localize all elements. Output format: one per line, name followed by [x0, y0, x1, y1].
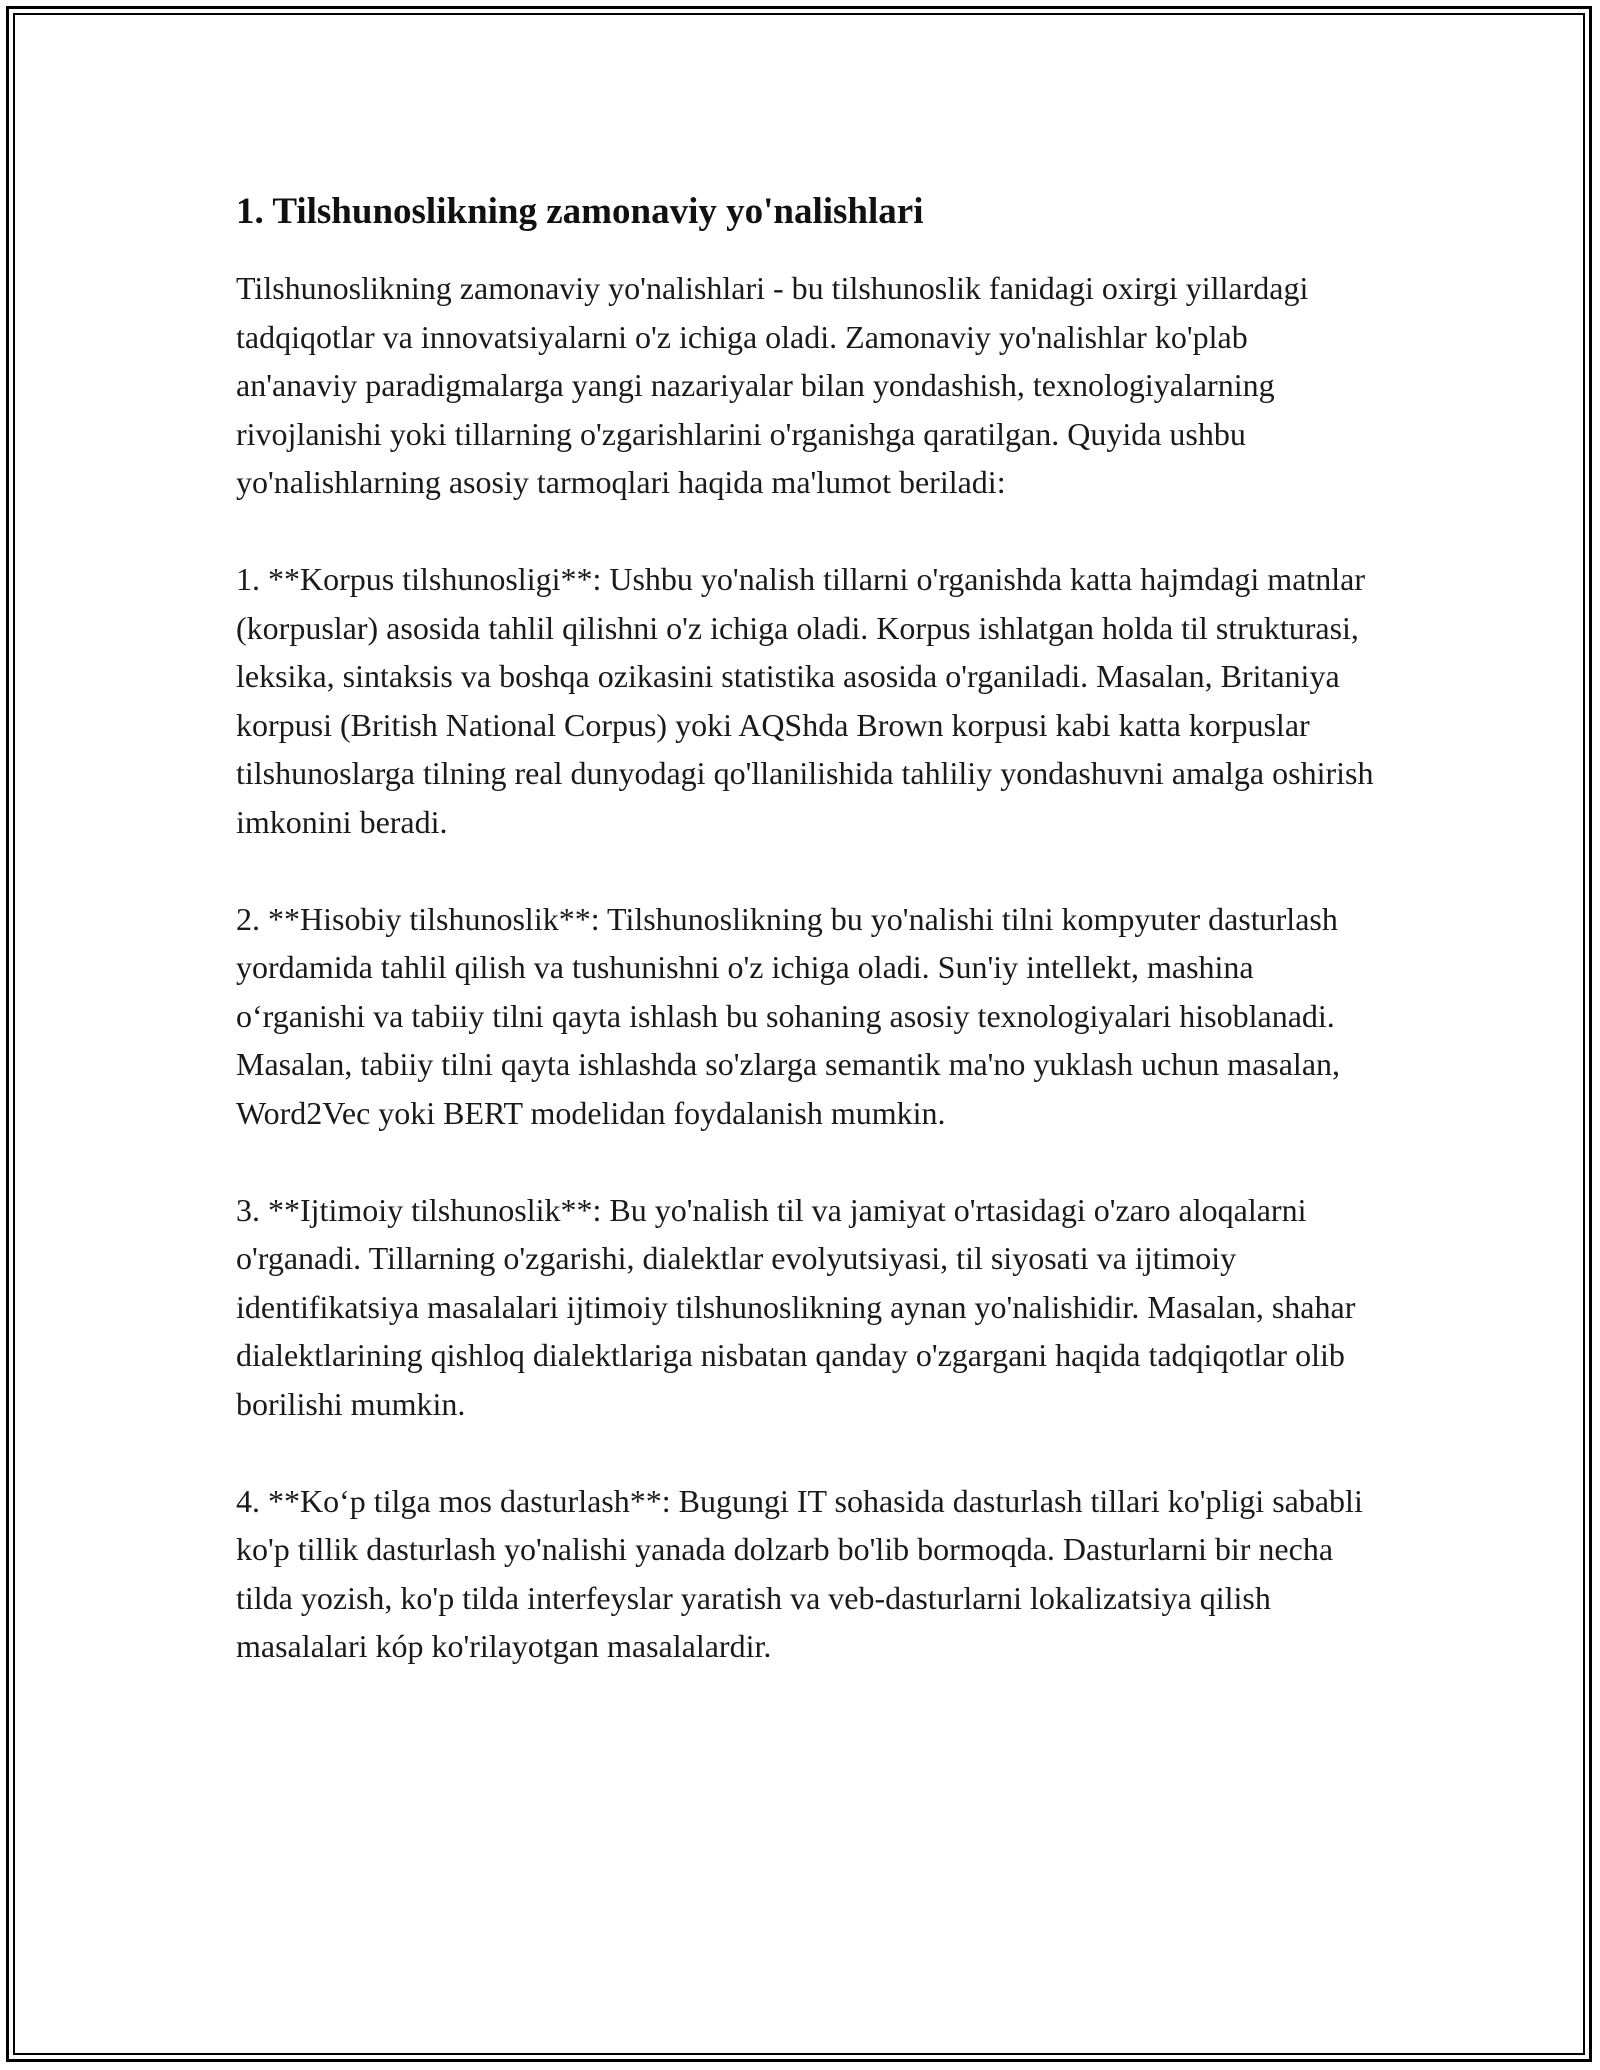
intro-paragraph: Tilshunoslikning zamonaviy yo'nalishlari - bu tilshunoslik fanidagi oxirgi yillardagi tadqiqotlar va innovatsiyalarni o'z ichiga oladi. Zamonaviy yo'nalishlar ko'plab an'anaviy paradigmalarga yangi nazariyalar bilan yondashish, texnologiyalarning rivojlanishi yoki tillarning o'zgarishlarini o'rganishga qaratilgan. Quyida ushbu yo'nalishlarning asosiy tarmoqlari haqida ma'lumot beriladi: — [236, 270, 1309, 500]
section-computational-linguistics: 2. **Hisobiy tilshunoslik**: Tilshunoslikning bu yo'nalishi tilni kompyuter dasturlash yordamida tahlil qilish va tushunishni o'z ichiga oladi. Sun'iy intellekt, mashina o‘rganishi va tabiiy tilni qayta ishlash bu sohaning asosiy texnologiyalari hisoblanadi. Masalan, tabiiy tilni qayta ishlashda so'zlarga semantik ma'no yuklash uchun masalan, Word2Vec yoki BERT modelidan foydalanish mumkin. — [236, 900, 1341, 1131]
document-body — [236, 186, 1376, 1719]
section-multilingual-programming: 4. **Ko‘p tilga mos dasturlash**: Bugungi IT sohasida dasturlash tillari ko'pligi sababli ko'p tillik dasturlash yo'nalishi yanada dolzarb bo'lib bormoqda. Dasturlarni bir necha tilda yozish, ko'p tilda interfeyslar yaratish va veb-dasturlarni lokalizatsiya qilish masalalari kóp ko'rilayotgan masalalardir. — [236, 1482, 1363, 1664]
section-sociolinguistics: 3. **Ijtimoiy tilshunoslik**: Bu yo'nalish til va jamiyat o'rtasidagi o'zaro aloqalarni o'rganadi. Tillarning o'zgarishi, dialektlar evolyutsiyasi, til siyosati va ijtimoiy identifikatsiya masalalari ijtimoiy tilshunoslikning aynan yo'nalishidir. Masalan, shahar dialektlarining qishloq dialektlariga nisbatan qanday o'zgargani haqida tadqiqotlar olib borilishi mumkin. — [236, 1191, 1356, 1422]
section-corpus-linguistics: 1. **Korpus tilshunosligi**: Ushbu yo'nalish tillarni o'rganishda katta hajmdagi matnlar (korpuslar) asosida tahlil qilishni o'z ichiga oladi. Korpus ishlatgan holda til strukturasi, leksika, sintaksis va boshqa ozikasini statistika asosida o'rganiladi. Masalan, Britaniya korpusi (British National Corpus) yoki AQShda Brown korpusi kabi katta korpuslar tilshunoslarga tilning real dunyodagi qo'llanilishida tahliliy yondashuvni amalga oshirish imkonini beradi. — [236, 561, 1374, 840]
document-title: 1. Tilshunoslikning zamonaviy yo'nalishlari — [236, 191, 924, 232]
